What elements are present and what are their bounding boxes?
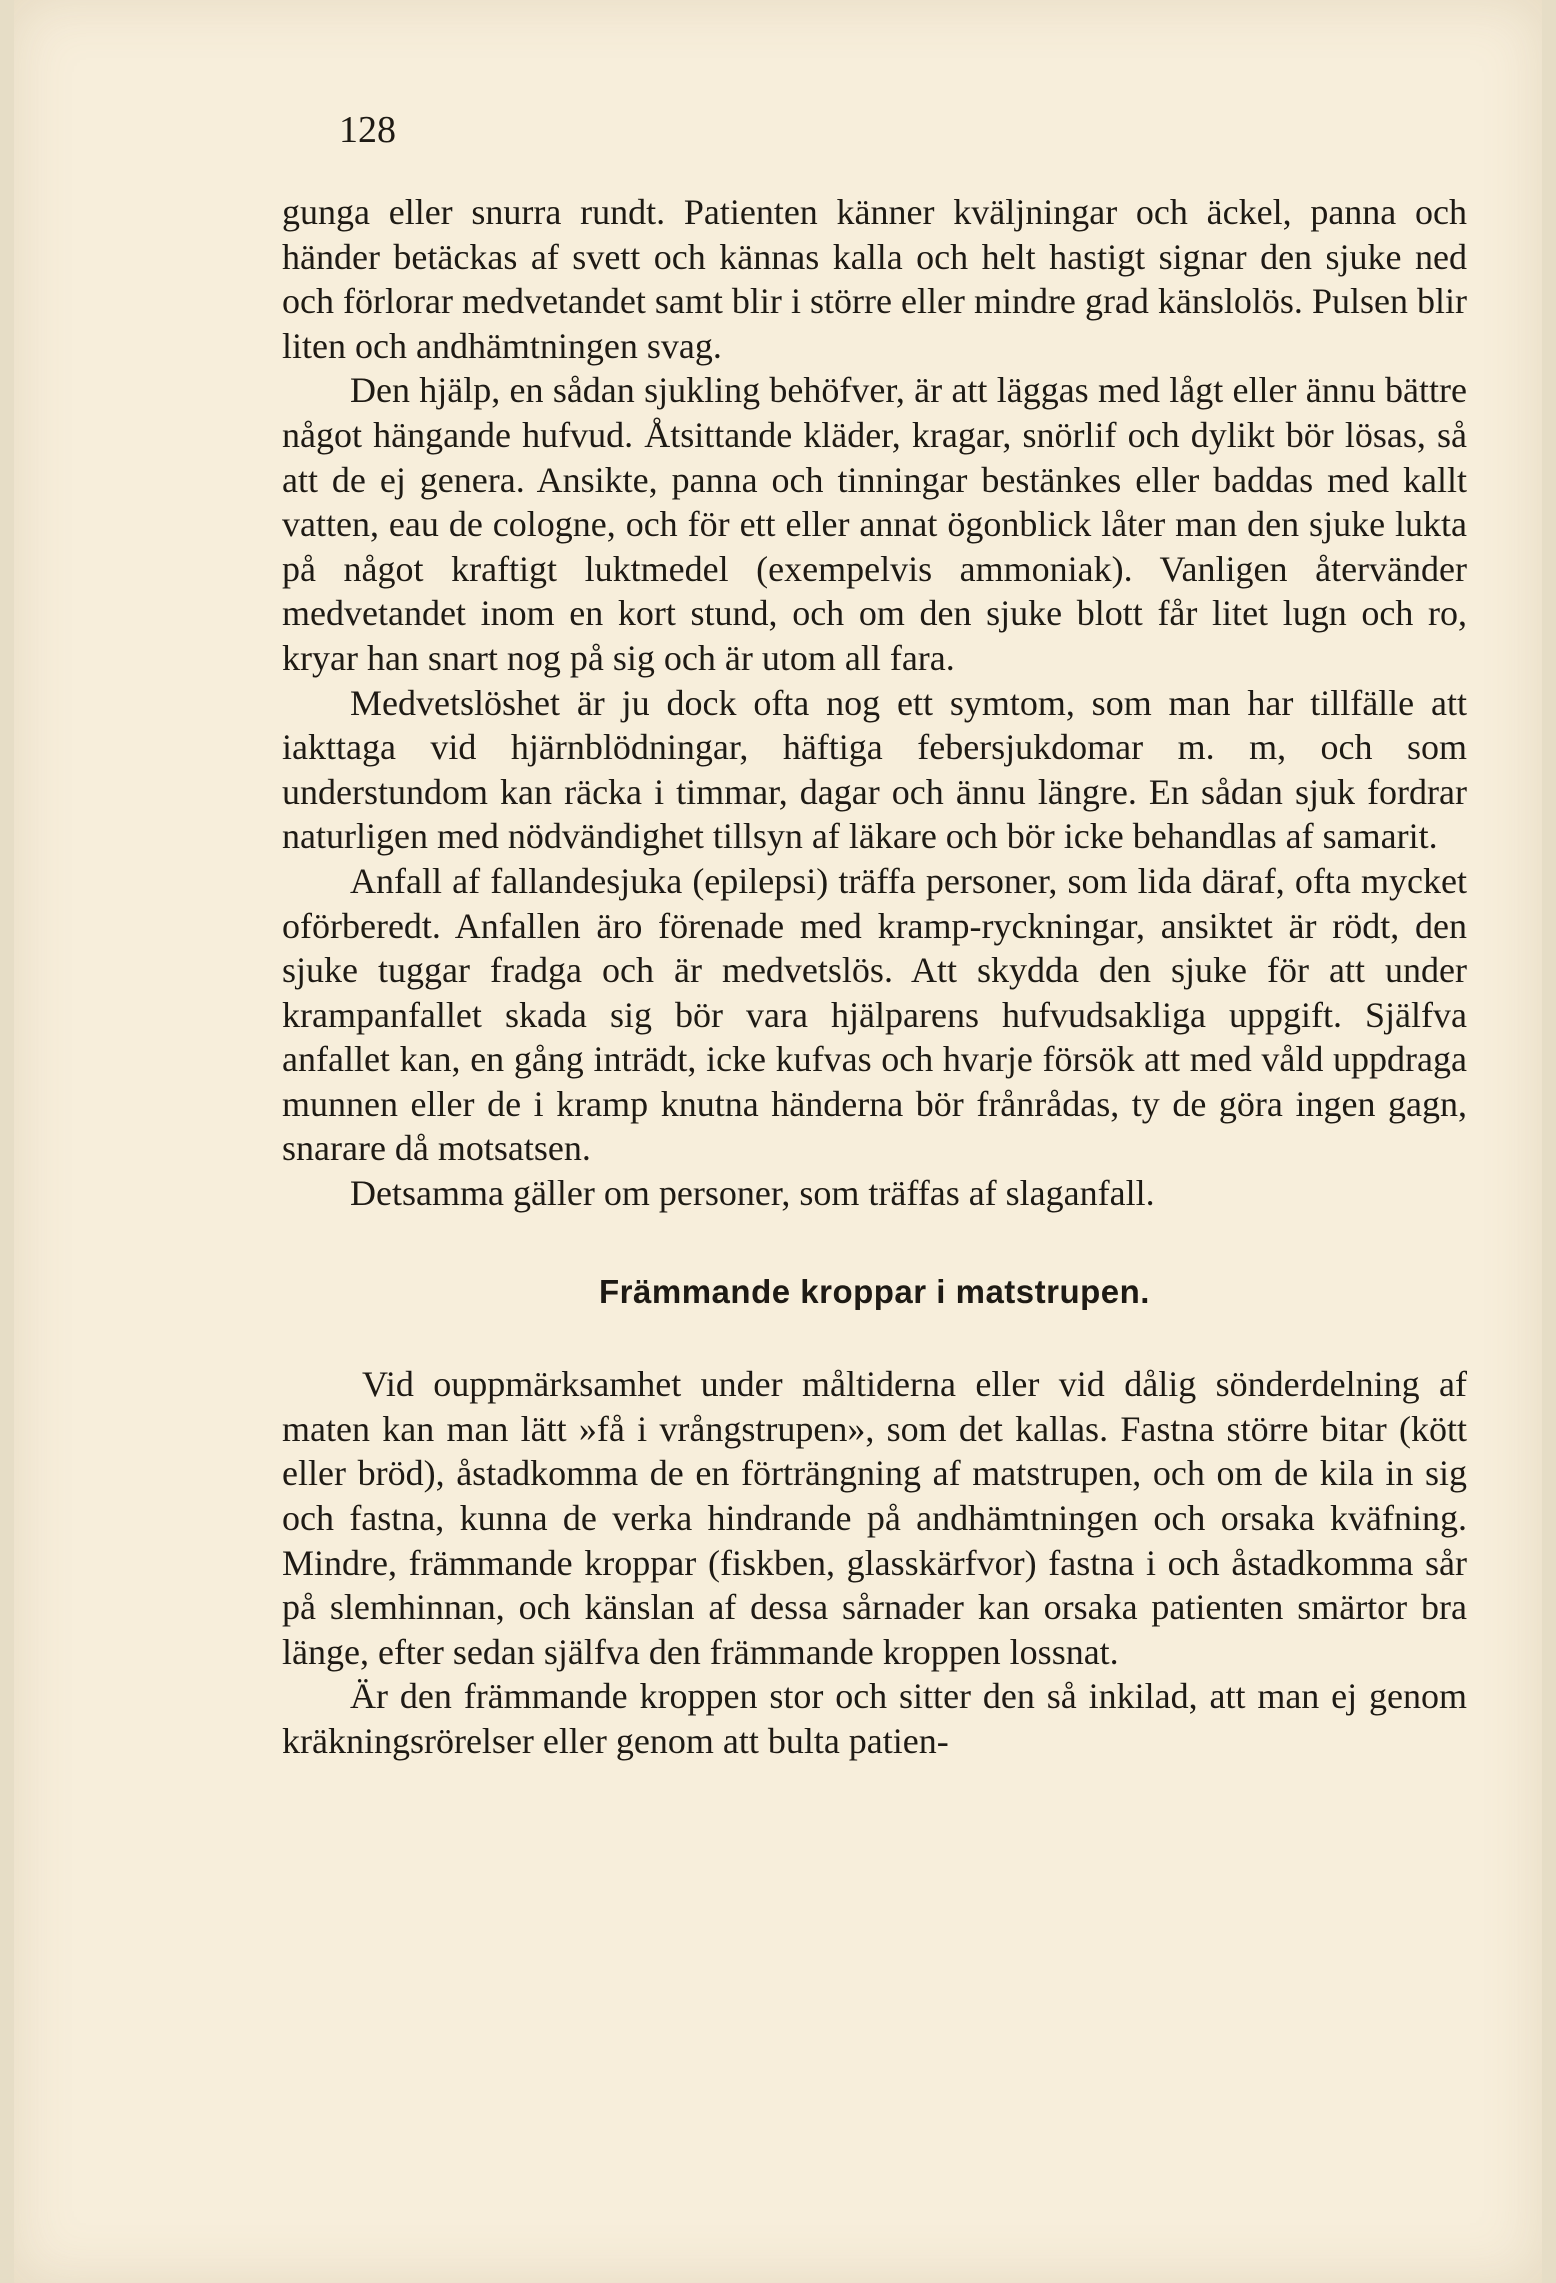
book-page <box>14 0 1542 2283</box>
paragraph-foreign-bodies: Vid ouppmärksamhet under måltiderna eller vid dålig sönderdelning af maten kan man lätt »få i vrångstrupen», som det kallas. Fastna större bitar (kött eller bröd), åstadkomma de en förträngning af matstrupen, och om de kila in sig och fastna, kunna de verka hindrande på andhämtningen och orsaka kväfning. Mindre, främmande kroppar (fiskben, glasskärfvor) fastna i och åstadkomma sår på slemhinnan, och känslan af dessa sårnader kan orsaka patienten smärtor bra länge, efter sedan själfva den främmande kroppen lossnat. <box>282 1364 1467 1672</box>
paragraph-stroke: Detsamma gäller om personer, som träffas af slaganfall. <box>350 1173 1155 1214</box>
paragraph-first-aid: Den hjälp, en sådan sjukling behöfver, är att läggas med lågt eller ännu bättre något hängande hufvud. Åtsittande kläder, kragar, snörlif och dylikt bör lösas, så att de ej genera. Ansikte, panna och tinningar bestänkes eller baddas med kallt vatten, eau de cologne, och för ett eller annat ögonblick låter man den sjuke lukta på något kraftigt luktmedel (exempelvis ammoniak). Vanligen återvänder medvetandet inom en kort stund, och om den sjuke blott får litet lugn och ro, kryar han snart nog på sig och är utom all fara. <box>282 370 1467 678</box>
section-heading: Främmande kroppar i matstrupen. <box>599 1272 1150 1310</box>
paragraph-epilepsy: Anfall af fallandesjuka (epilepsi) träffa personer, som lida däraf, ofta mycket oförberedt. Anfallen äro förenade med kramp-ryckningar, ansiktet är rödt, den sjuke tuggar fradga och är medvetslös. Att skydda den sjuke för att under krampanfallet skada sig bör vara hjälparens hufvudsakliga uppgift. Själfva anfallet kan, en gång inträdt, icke kufvas och hvarje försök att med våld uppdraga munnen eller de i kramp knutna händerna bör frånrådas, ty de göra ingen gagn, snarare då motsatsen. <box>282 860 1467 1169</box>
page-number: 128 <box>339 109 396 151</box>
page-text <box>282 190 1467 1764</box>
paragraph-continuation: gunga eller snurra rundt. Patienten känner kväljningar och äckel, panna och händer betäckas af svett och kännas kalla och helt hastigt signar den sjuke ned och förlorar medvetandet samt blir i större eller mindre grad känslolös. Pulsen blir liten och andhämtningen svag. <box>282 192 1467 366</box>
paragraph-large-foreign-body: Är den främmande kroppen stor och sitter den så inkilad, att man ej genom kräkningsrörelser eller genom att bulta patien- <box>282 1676 1467 1761</box>
paragraph-unconsciousness: Medvetslöshet är ju dock ofta nog ett symtom, som man har tillfälle att iakttaga vid hjärnblödningar, häftiga febersjukdomar m. m, och som understundom kan räcka i timmar, dagar och ännu längre. En sådan sjuk fordrar naturligen med nödvändighet tillsyn af läkare och bör icke behandlas af samarit. <box>282 682 1467 857</box>
